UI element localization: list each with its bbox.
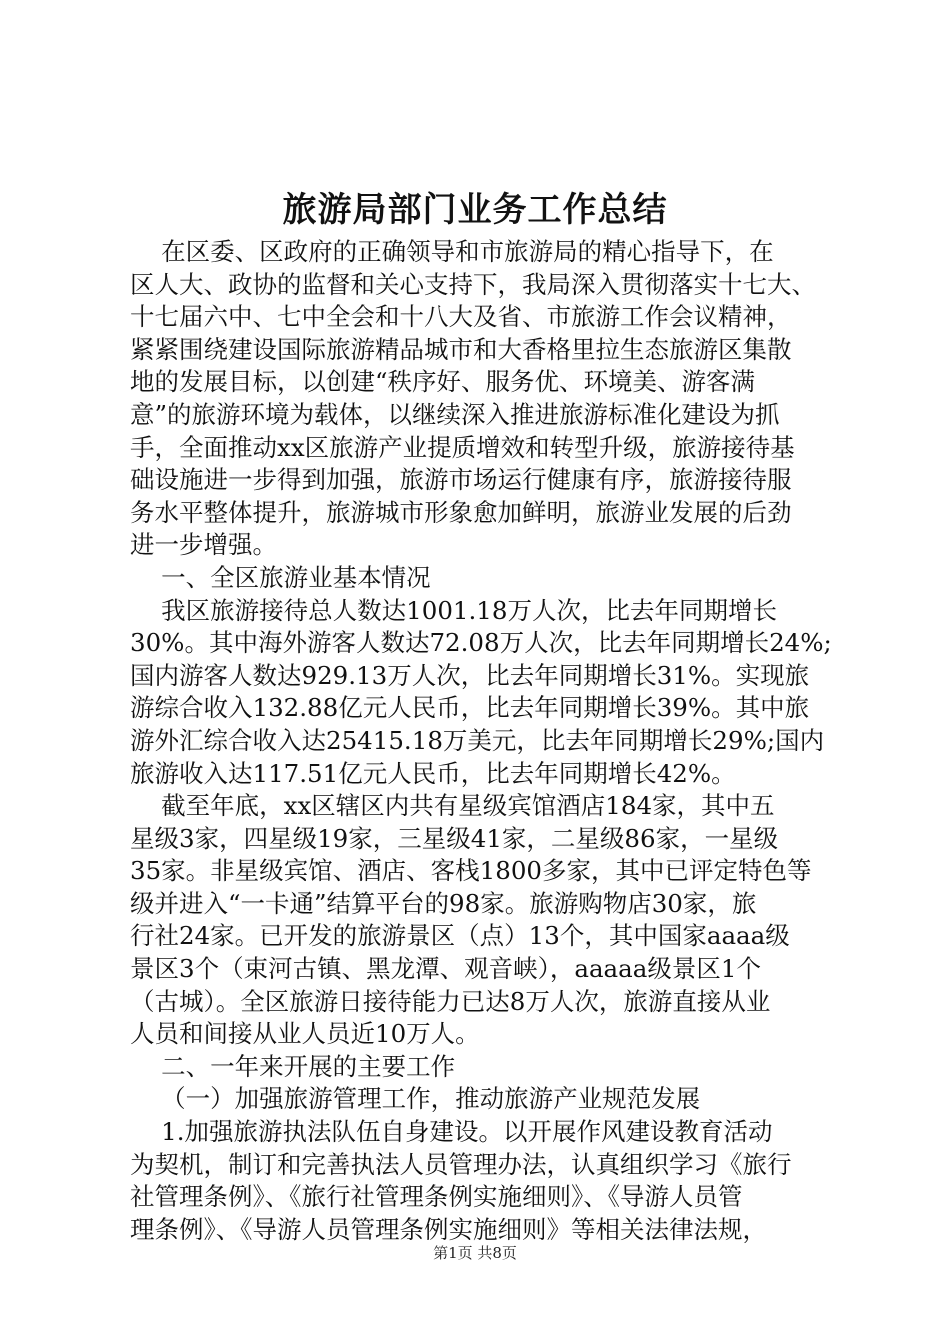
- text-line: 景区3个（束河古镇、黑龙潭、观音峡），aaaaa级景区1个: [130, 954, 761, 984]
- document-body: [130, 236, 830, 1246]
- text-line: 区人大、政协的监督和关心支持下，我局深入贯彻落实十七大、: [130, 269, 816, 299]
- text-line: 35家。非星级宾馆、酒店、客栈1800多家，其中已评定特色等: [130, 856, 812, 886]
- document-title: 旅游局部门业务工作总结: [282, 190, 668, 230]
- text-line: 为契机，制订和完善执法人员管理办法，认真组织学习《旅行: [130, 1149, 792, 1179]
- text-line: 一、全区旅游业基本情况: [130, 562, 431, 592]
- text-line: 理条例》、《导游人员管理条例实施细则》等相关法律法规，: [130, 1214, 767, 1244]
- text-line: 行社24家。已开发的旅游景区（点）13个，其中国家aaaa级: [130, 921, 790, 951]
- text-line: 游外汇综合收入达25415.18万美元，比去年同期增长29%;国内: [130, 725, 825, 755]
- text-line: 国内游客人数达929.13万人次，比去年同期增长31%。实现旅: [130, 660, 810, 690]
- text-line: 30%。其中海外游客人数达72.08万人次，比去年同期增长24%;: [130, 628, 832, 658]
- text-line: 1.加强旅游执法队伍自身建设。以开展作风建设教育活动: [130, 1117, 773, 1147]
- text-line: 人员和间接从业人员近10万人。: [130, 1019, 480, 1049]
- text-line: 二、一年来开展的主要工作: [130, 1051, 456, 1081]
- text-line: 意”的旅游环境为载体，以继续深入推进旅游标准化建设为抓: [130, 399, 780, 429]
- text-line: 截至年底，xx区辖区内共有星级宾馆酒店184家，其中五: [130, 791, 775, 821]
- text-line: 础设施进一步得到加强，旅游市场运行健康有序，旅游接待服: [130, 465, 792, 495]
- text-line: 手，全面推动xx区旅游产业提质增效和转型升级，旅游接待基: [130, 432, 795, 462]
- text-line: 务水平整体提升，旅游城市形象愈加鲜明，旅游业发展的后劲: [130, 497, 792, 527]
- text-line: 旅游收入达117.51亿元人民币，比去年同期增长42%。: [130, 758, 736, 788]
- text-line: 我区旅游接待总人数达1001.18万人次，比去年同期增长: [130, 595, 777, 625]
- text-line: 进一步增强。: [130, 530, 277, 560]
- text-line: 级并进入“一卡通”结算平台的98家。旅游购物店30家，旅: [130, 888, 757, 918]
- text-line: 社管理条例》、《旅行社管理条例实施细则》、《导游人员管: [130, 1182, 743, 1212]
- text-line: 在区委、区政府的正确领导和市旅游局的精心指导下，在: [130, 237, 774, 266]
- text-line: 紧紧围绕建设国际旅游精品城市和大香格里拉生态旅游区集散: [130, 334, 792, 364]
- text-line: 游综合收入132.88亿元人民币，比去年同期增长39%。其中旅: [130, 693, 810, 723]
- text-line: 十七届六中、七中全会和十八大及省、市旅游工作会议精神，: [130, 302, 792, 332]
- text-line: 地的发展目标，以创建“秩序好、服务优、环境美、游客满: [130, 367, 756, 397]
- text-line: （一）加强旅游管理工作，推动旅游产业规范发展: [130, 1084, 701, 1114]
- text-line: （古城）。全区旅游日接待能力已达8万人次，旅游直接从业: [130, 986, 771, 1016]
- page-footer: 第1页 共8页: [433, 1244, 517, 1262]
- text-line: 星级3家，四星级19家，三星级41家，二星级86家，一星级: [130, 823, 779, 853]
